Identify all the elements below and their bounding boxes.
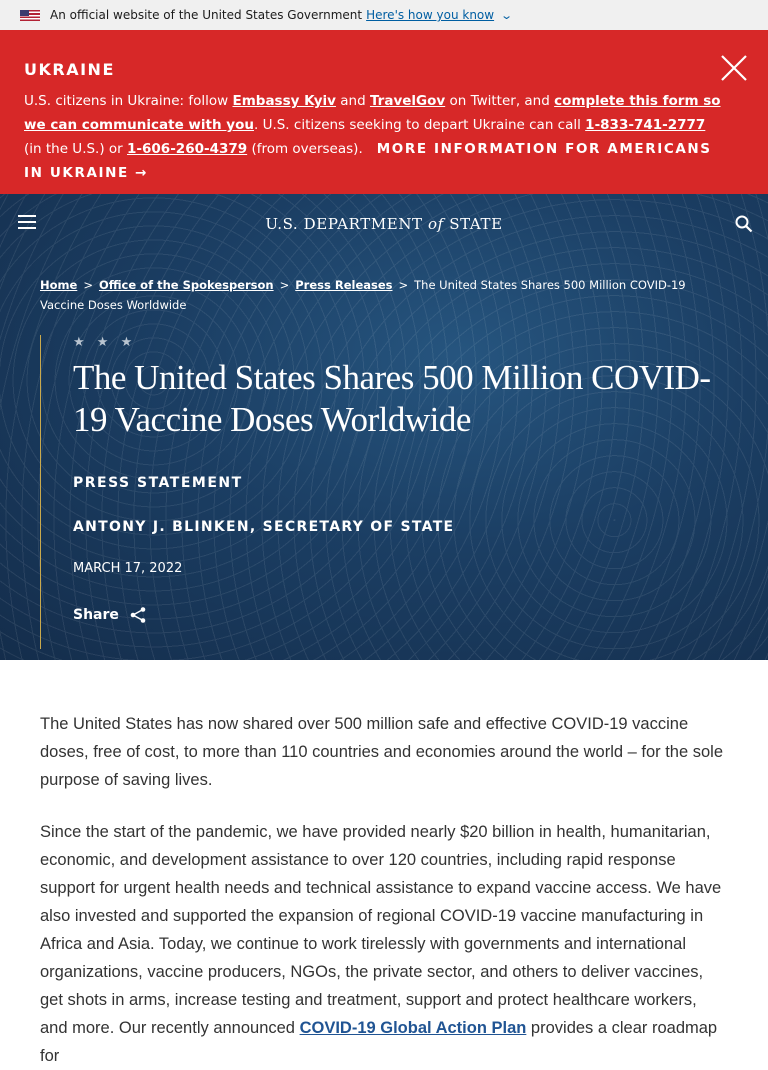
alert-text: U.S. citizens in Ukraine: follow xyxy=(24,93,233,109)
breadcrumb-home[interactable]: Home xyxy=(40,278,78,292)
article-date: MARCH 17, 2022 xyxy=(73,561,183,576)
site-logo[interactable]: U.S. DEPARTMENT of STATE xyxy=(265,215,503,233)
alert-title: UKRAINE xyxy=(24,60,115,79)
site-header xyxy=(0,194,768,254)
stars-icon: ★ ★ ★ xyxy=(73,335,137,350)
article-type: PRESS STATEMENT xyxy=(73,475,243,491)
gov-banner-text: An official website of the United States Government xyxy=(50,8,363,22)
article-paragraph: Since the start of the pandemic, we have provided nearly $20 billion in health, humanitarian, economic, and development assistance to over 120 countries, including rapid response support for urgent health needs and technical assistance to expand vaccine access. We have also invested and supported the expansion of regional COVID-19 vaccine manufacturing in Africa and Asia. Today, we continue to work tirelessly with governments and international organizations, vaccine producers, NGOs, the private sector, and others to deliver vaccines, get shots in arms, increase testing and treatment, support and protect healthcare workers, and more. Our recently announced COVID-19 Global Action Plan provides a clear roadmap for xyxy=(40,823,722,1065)
hamburger-menu-icon[interactable] xyxy=(18,215,36,229)
heres-how-you-know-link[interactable]: Here's how you know xyxy=(366,8,495,22)
article-author: ANTONY J. BLINKEN, SECRETARY OF STATE xyxy=(73,519,455,535)
official-gov-banner xyxy=(0,0,768,30)
share-label: Share xyxy=(73,607,119,623)
breadcrumb-press-releases[interactable]: Press Releases xyxy=(295,278,393,292)
overseas-phone-link[interactable]: 1-606-260-4379 xyxy=(127,141,248,157)
more-information-link[interactable]: MORE INFORMATION FOR AMERICANS IN UKRAINE → xyxy=(24,141,712,181)
share-button[interactable] xyxy=(73,606,153,624)
alert-text: . U.S. citizens seeking to depart Ukraine can call xyxy=(253,117,586,133)
us-flag-icon xyxy=(20,10,40,21)
share-icon xyxy=(129,606,147,624)
page-title: The United States Shares 500 Million COVID-19 Vaccine Doses Worldwide xyxy=(73,358,711,439)
global-action-plan-link[interactable]: COVID-19 Global Action Plan xyxy=(299,1019,527,1037)
chevron-down-icon[interactable]: ⌄ xyxy=(500,8,514,22)
hero-section xyxy=(0,194,768,660)
embassy-kyiv-link[interactable]: Embassy Kyiv xyxy=(232,93,336,109)
breadcrumb-spokesperson[interactable]: Office of the Spokesperson xyxy=(98,278,274,292)
travelgov-link[interactable]: TravelGov xyxy=(369,93,446,109)
breadcrumb: Home > Office of the Spokesperson > Press Releases > The United States Shares 500 Million COVID-19 Vaccine Doses Worldwide xyxy=(40,278,686,312)
alert-text: (in the U.S.) or xyxy=(24,141,128,157)
hero-content xyxy=(40,335,768,649)
breadcrumb-current: The United States Shares 500 Million COVID-19 Vaccine Doses Worldwide xyxy=(40,278,686,312)
article-body xyxy=(0,660,768,1070)
article-paragraph: The United States has now shared over 500 million safe and effective COVID-19 vaccine doses, free of cost, to more than 110 countries and economies around the world – for the sole purpose of saving lives. xyxy=(40,715,724,789)
close-icon[interactable] xyxy=(718,52,750,84)
alert-text: (from overseas). xyxy=(247,141,363,157)
alert-text: on Twitter, and xyxy=(445,93,555,109)
us-phone-link[interactable]: 1-833-741-2777 xyxy=(585,117,706,133)
contact-form-link[interactable]: complete this form so we can communicate with you xyxy=(24,93,721,133)
alert-text: and xyxy=(335,93,370,109)
alert-body xyxy=(24,89,724,185)
search-icon[interactable] xyxy=(734,214,754,234)
ukraine-alert xyxy=(0,30,768,194)
